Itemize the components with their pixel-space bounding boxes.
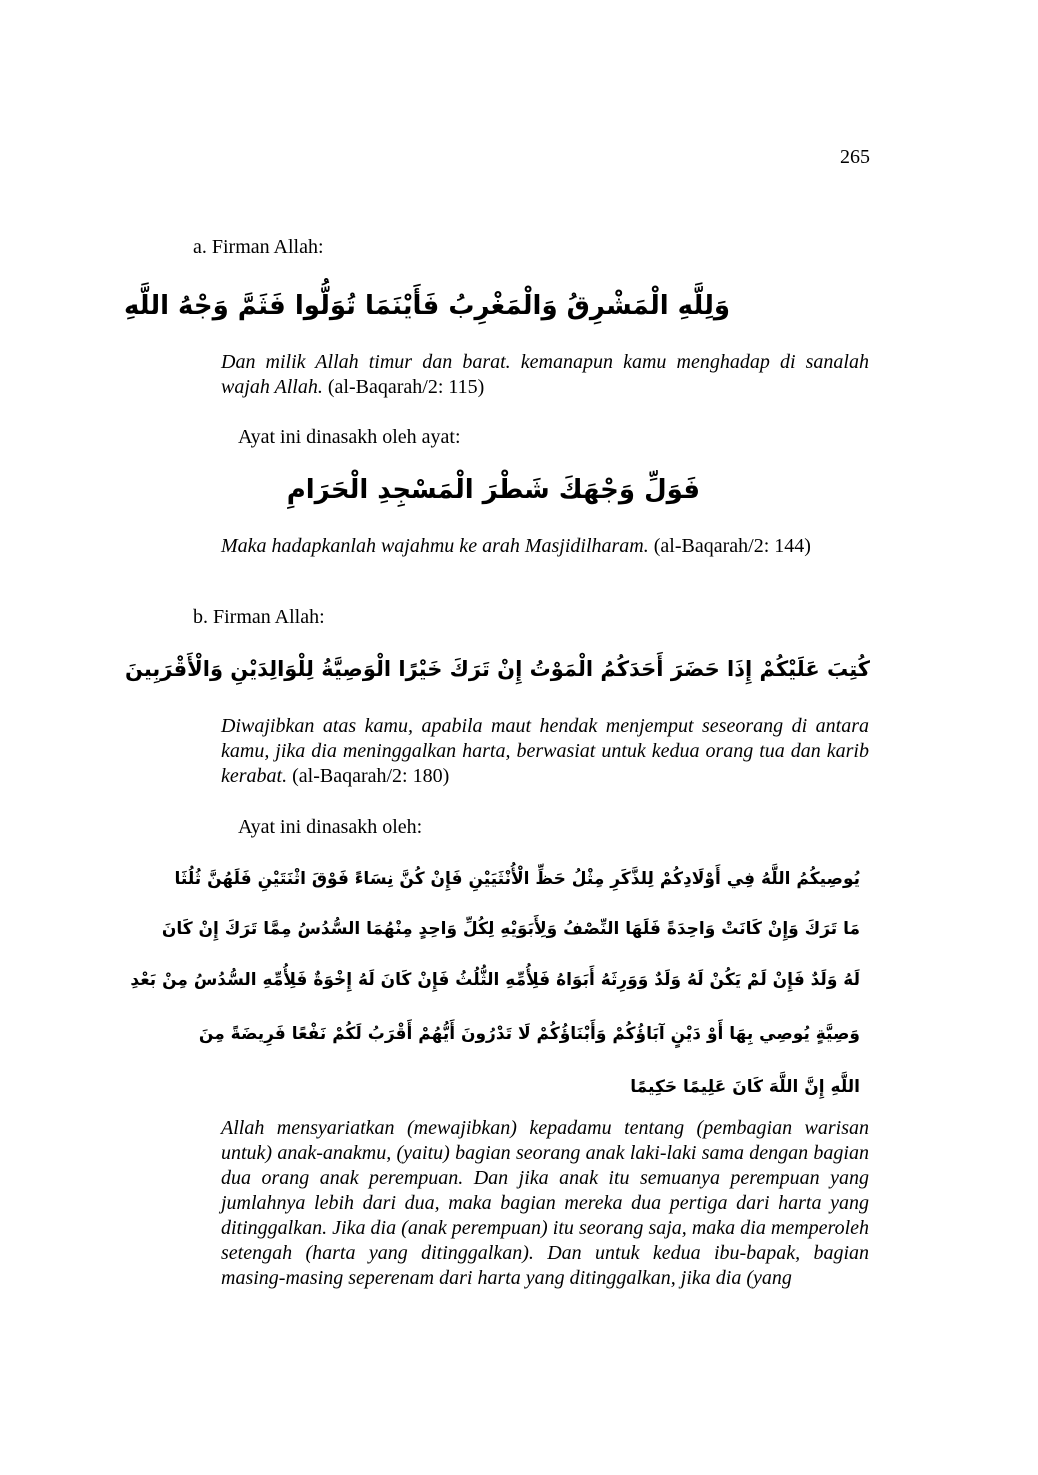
arabic-nasakh-b-line: اللَّهِ إِنَّ اللَّهَ كَانَ عَلِيمًا حَكِيمًا	[630, 1077, 860, 1097]
nasakh-translation-b-text: Allah mensyariatkan (mewajibkan) kepadamu tentang (pembagian warisan untuk) anak-anakmu, (yaitu) bagian seorang anak laki-laki sama dengan bagian dua orang anak perempuan. Dan jika anak itu semuanya perempuan yang jumlahnya lebih dari dua, maka bagian mereka dua pertiga dari harta yang ditinggalkan. Jika dia (anak perempuan) itu seorang saja, maka dia memperoleh setengah (harta yang ditinggalkan). Dan untuk kedua ibu-bapak, bagian masing-masing seperenam dari harta yang ditinggalkan, jika dia (yang	[221, 1117, 869, 1289]
translation-b	[221, 714, 869, 789]
arabic-nasakh-a: فَوَلِّ وَجْهَكَ شَطْرَ الْمَسْجِدِ الْحَرَامِ	[286, 475, 700, 505]
arabic-nasakh-b-line: مَا تَرَكَ وَإِنْ كَانَتْ وَاحِدَةً فَلَهَا النِّصْفُ وَلِأَبَوَيْهِ لِكُلِّ وَاحِدٍ مِنْهُمَا السُّدُسُ مِمَّا تَرَكَ إِنْ كَانَ	[161, 919, 860, 939]
nasakh-intro-a: Ayat ini dinasakh oleh ayat:	[238, 426, 461, 448]
translation-a-text: Dan milik Allah timur dan barat. kemanapun kamu menghadap di sanalah wajah Allah.	[221, 351, 869, 398]
page-number: 265	[840, 146, 870, 168]
arabic-nasakh-b-line: لَهُ وَلَدٌ فَإِنْ لَمْ يَكُنْ لَهُ وَلَدٌ وَوَرِثَهُ أَبَوَاهُ فَلِأُمِّهِ الثُّلُثُ فَإِنْ كَانَ لَهُ إِخْوَةٌ فَلِأُمِّهِ السُّدُسُ مِنْ بَعْدِ	[130, 970, 860, 990]
arabic-nasakh-b-line: وَصِيَّةٍ يُوصِي بِهَا أَوْ دَيْنٍ آبَاؤُكُمْ وَأَبْنَاؤُكُمْ لَا تَدْرُونَ أَيُّهُمْ أَقْرَبُ لَكُمْ نَفْعًا فَرِيضَةً مِنَ	[198, 1024, 860, 1044]
translation-b-text: Diwajibkan atas kamu, apabila maut hendak menjemput seseorang di antara kamu, jika dia meninggalkan harta, berwasiat untuk kedua orang tua dan karib kerabat.	[221, 715, 869, 787]
arabic-verse-a: وَلِلَّهِ الْمَشْرِقُ وَالْمَغْرِبُ فَأَيْنَمَا تُوَلُّوا فَثَمَّ وَجْهُ اللَّهِ	[123, 291, 730, 321]
citation-a: (al-Baqarah/2: 115)	[322, 376, 485, 398]
translation-a	[221, 350, 869, 400]
nasakh-translation-a-text: Maka hadapkanlah wajahmu ke arah Masjidilharam.	[221, 535, 649, 557]
section-b-label: b. Firman Allah:	[193, 606, 325, 628]
citation-a2: (al-Baqarah/2: 144)	[648, 535, 811, 557]
section-a-label: a. Firman Allah:	[193, 236, 324, 258]
arabic-verse-b: كُتِبَ عَلَيْكُمْ إِذَا حَضَرَ أَحَدَكُمُ الْمَوْتُ إِنْ تَرَكَ خَيْرًا الْوَصِيَّةُ لِلْوَالِدَيْنِ وَالْأَقْرَبِينَ	[124, 657, 870, 681]
arabic-nasakh-b-line: يُوصِيكُمُ اللَّهُ فِي أَوْلَادِكُمْ لِلذَّكَرِ مِثْلُ حَظِّ الْأُنْثَيَيْنِ فَإِنْ كُنَّ نِسَاءً فَوْقَ اثْنَتَيْنِ فَلَهُنَّ ثُلُثَا	[174, 869, 860, 889]
nasakh-intro-b: Ayat ini dinasakh oleh:	[238, 816, 423, 838]
nasakh-translation-a	[221, 534, 869, 559]
nasakh-translation-b	[221, 1116, 869, 1291]
citation-b: (al-Baqarah/2: 180)	[287, 765, 450, 787]
